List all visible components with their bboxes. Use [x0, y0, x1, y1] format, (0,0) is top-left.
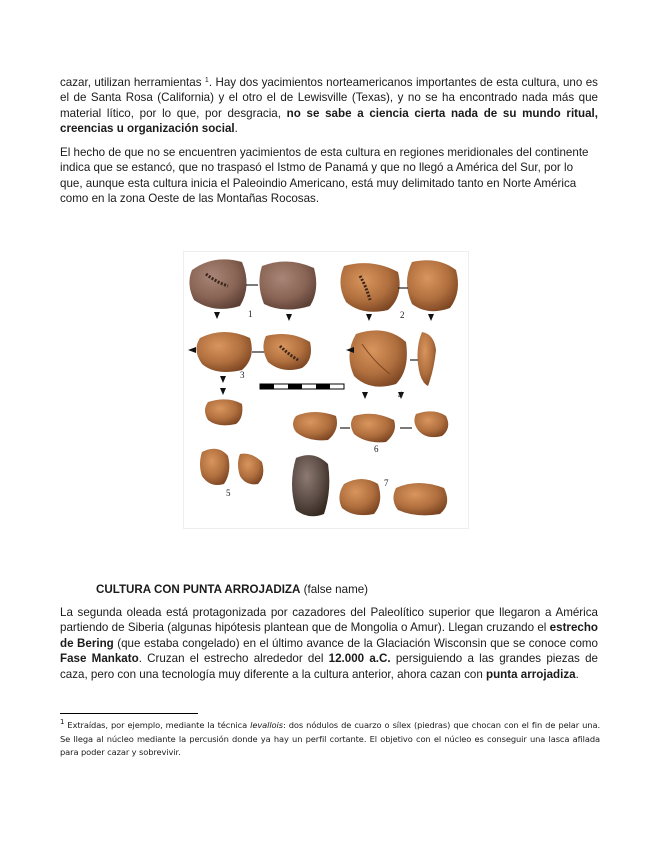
- stone-2b: [407, 260, 458, 311]
- footnote-italic-term: levallois: [250, 720, 283, 730]
- p1-text-2: . Hay dos yacimientos norteamericanos importantes de esta cultura, uno es el de Santa Rosa (California) y el otro el de Lewisville (Texas), y no se ha encontrado nada más que material lítico, por lo que, por desgracia,: [60, 76, 598, 120]
- p3-text-5: .: [575, 667, 579, 681]
- p3-text-2: (que estaba congelado) en el último avance de la Glaciación Wisconsin que se conoce como: [113, 636, 598, 650]
- figure-label-2: 2: [400, 310, 405, 320]
- stone-6c: [414, 411, 448, 437]
- figure-label-5: 5: [226, 488, 231, 498]
- stone-1a: [189, 259, 246, 309]
- stone-4a: [349, 330, 406, 386]
- footnote: [60, 719, 600, 760]
- figure-label-3: 3: [240, 370, 245, 380]
- paragraph-second-wave: [60, 605, 598, 682]
- p3-text-3: . Cruzan el estrecho alrededor del: [138, 652, 329, 666]
- p1-bold-claim: no se sabe a ciencia cierta nada de su mundo ritual, creencias u organización social: [60, 106, 598, 136]
- stone-5a: [200, 449, 229, 485]
- stone-6a: [293, 412, 337, 440]
- section-heading-title: CULTURA CON PUNTA ARROJADIZA: [96, 583, 301, 596]
- footnote-number: 1: [60, 718, 65, 726]
- stone-3a: [196, 332, 251, 372]
- footnote-text-1: Extraídas, por ejemplo, mediante la técnica: [64, 720, 251, 730]
- lithic-tools-figure: [184, 252, 468, 528]
- paragraph-lithic-sites: [60, 75, 598, 137]
- stone-5b: [238, 454, 263, 485]
- lithic-tools-illustration: [184, 252, 468, 528]
- p3-text-1: La segunda oleada está protagonizada por cazadores del Paleolítico superior que llegaron a América partiendo de Siberia (algunas hipótesis plantean que de Mongolia o Amur). Llegan cruzando el: [60, 606, 598, 635]
- section-heading: [96, 583, 368, 596]
- section-heading-note: (false name): [300, 583, 369, 596]
- stone-small: [205, 399, 242, 425]
- figure-label-6: 6: [374, 444, 379, 454]
- footnote-reference[interactable]: 1: [204, 77, 209, 84]
- stone-1b: [259, 261, 316, 309]
- p1-text-3: .: [234, 122, 238, 136]
- stone-3b: [263, 334, 311, 370]
- figure-label-4: 4: [398, 390, 403, 400]
- stone-7b: [339, 479, 380, 515]
- footnote-separator: [60, 713, 198, 714]
- stone-7c: [393, 483, 447, 515]
- figure-label-7: 7: [384, 478, 389, 488]
- figure-label-1: 1: [248, 309, 253, 319]
- stone-4b: [418, 332, 437, 386]
- paragraph-geographic-limits: El hecho de que no se encuentren yacimientos de esta cultura en regiones meridionales del continente indica que se estancó, que no traspasó el Istmo de Panamá y que no llegó a América del Sur, por lo que, aunque esta cultura inicia el Paleoindio Americano, está muy delimitado tanto en Norte América como en la zona Oeste de las Montañas Rocosas.: [60, 146, 589, 206]
- p3-bold-date: 12.000 a.C.: [328, 652, 391, 666]
- stone-7a: [292, 455, 329, 516]
- p3-bold-mankato: Fase Mankato: [60, 652, 139, 666]
- p3-bold-punta: punta arrojadiza: [486, 667, 576, 681]
- footnote-text-2: : dos nódulos de cuarzo o sílex (piedras) que chocan con el fin de pelar una. Se llega al núcleo mediante la percusión donde ya hay un perfil cortante. El objetivo con el núcleo es conseguir una lasca afilada para poder cazar y sobrevivir.: [60, 720, 600, 758]
- p3-bold-bering: estrecho de Bering: [60, 621, 598, 650]
- stone-2a: [340, 263, 399, 312]
- p1-text-1: cazar, utilizan herramientas: [60, 76, 205, 89]
- stone-6b: [351, 414, 395, 443]
- p3-text-4: persiguiendo a las grandes piezas de caza, pero con una tecnología muy diferente a la cultura anterior, ahora cazan con: [60, 652, 598, 681]
